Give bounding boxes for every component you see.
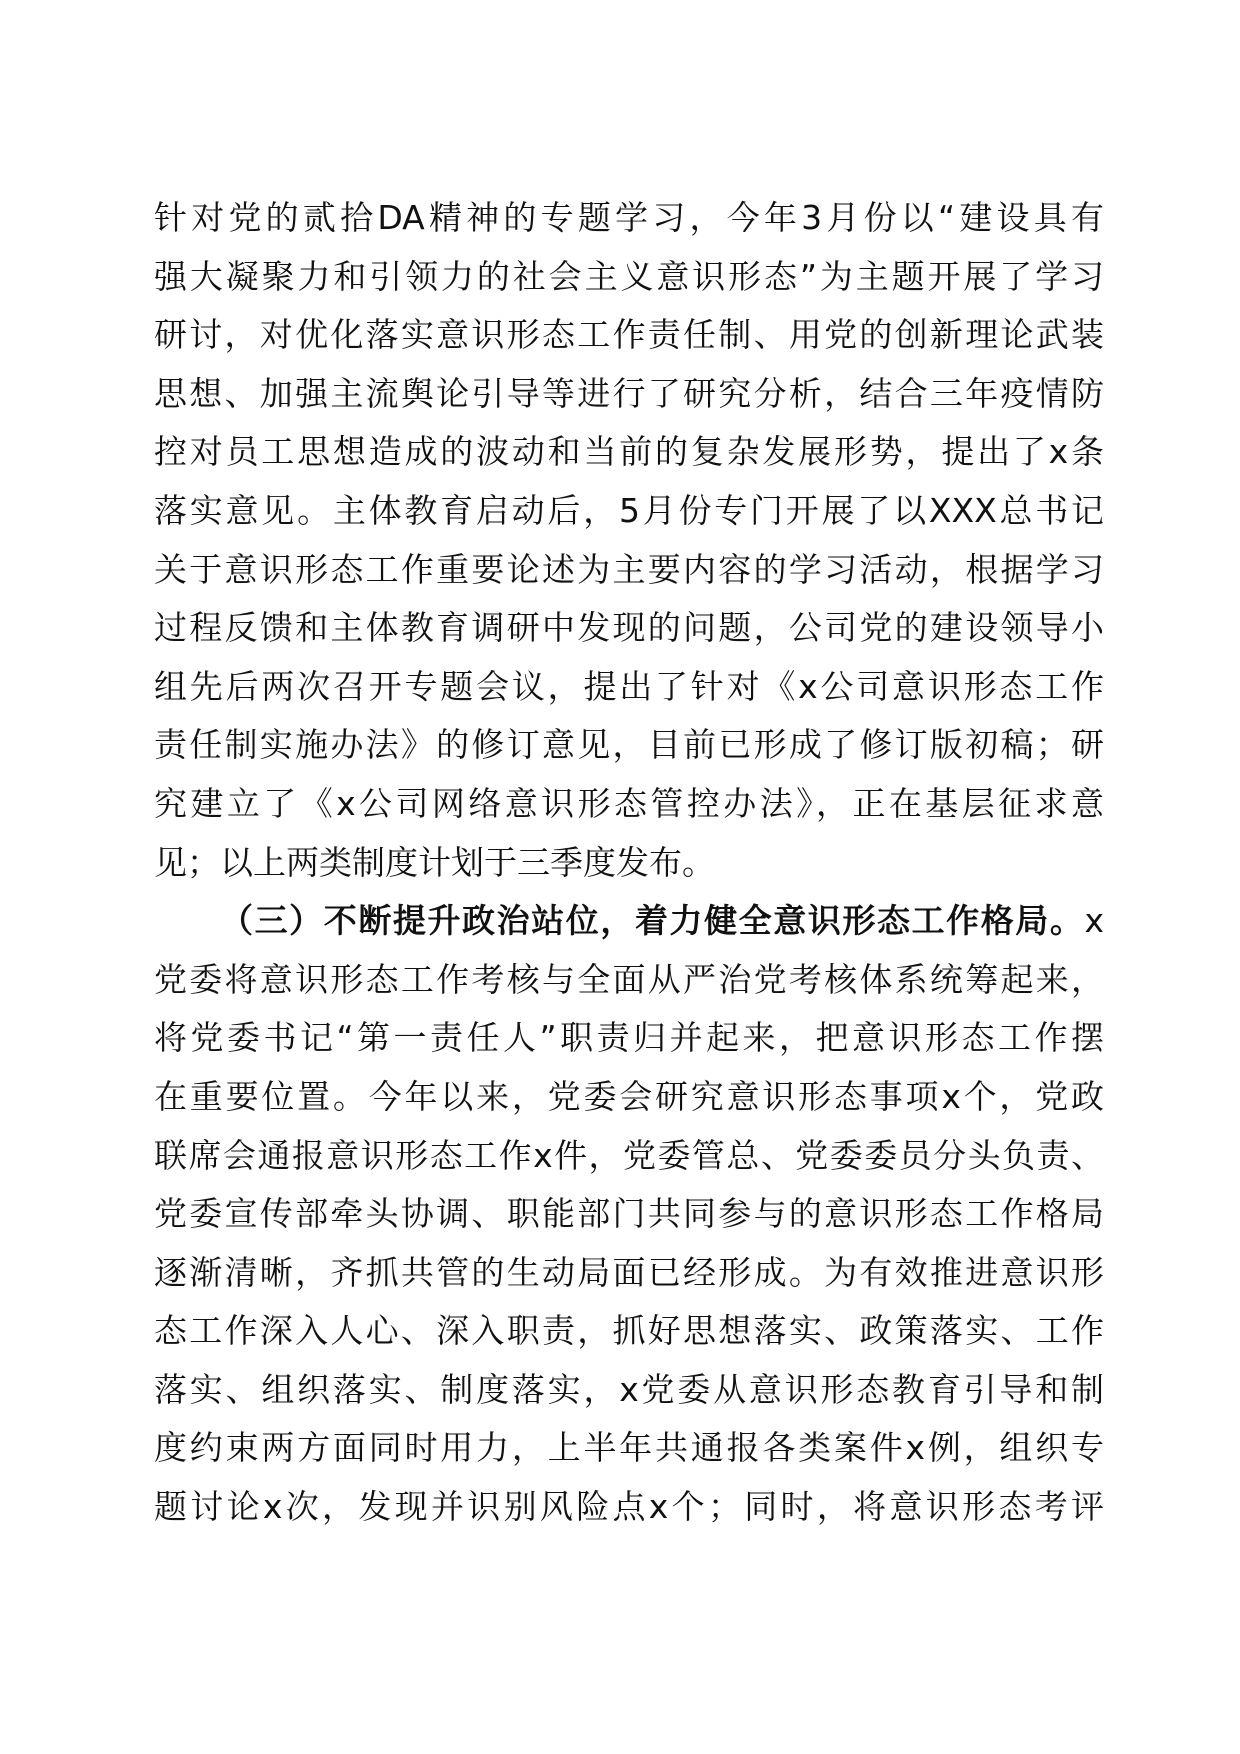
text-line: 关于意识形态工作重要论述为主要内容的学习活动，根据学习	[154, 549, 1104, 589]
text-line: 逐渐清晰，齐抓共管的生动局面已经形成。为有效推进意识形	[154, 1252, 1104, 1292]
text-line: 研讨，对优化落实意识形态工作责任制、用党的创新理论武装	[154, 315, 1104, 355]
text-line: 在重要位置。今年以来，党委会研究意识形态事项x个，党政	[154, 1076, 1104, 1116]
text-line: 强大凝聚力和引领力的社会主义意识形态”为主题开展了学习	[154, 256, 1104, 296]
body-text	[154, 189, 1104, 1537]
text-line: 落实意见。主体教育启动后，5月份专门开展了以XXX总书记	[154, 490, 1104, 530]
text-line: 党委宣传部牵头协调、职能部门共同参与的意识形态工作格局	[154, 1194, 1104, 1234]
section-heading: （三）不断提升政治站位，着力健全意识形态工作格局。	[220, 901, 1085, 941]
text-line: 控对员工思想造成的波动和当前的复杂发展形势，提出了x条	[154, 432, 1104, 472]
text-line: 将党委书记“第一责任人”职责归并起来，把意识形态工作摆	[154, 1018, 1104, 1058]
paragraph-1	[154, 189, 1104, 892]
text-line: 联席会通报意识形态工作x件，党委管总、党委委员分头负责、	[154, 1135, 1104, 1175]
text-line: 针对党的贰拾DA精神的专题学习，今年3月份以“建设具有	[154, 198, 1104, 237]
paragraph-2	[154, 892, 1104, 1537]
text-line: 度约束两方面同时用力，上半年共通报各类案件x例，组织专	[154, 1428, 1104, 1468]
text-line: 态工作深入人心、深入职责，抓好思想落实、政策落实、工作	[154, 1311, 1104, 1351]
text-line: 责任制实施办法》的修订意见，目前已形成了修订版初稿；研	[154, 725, 1104, 765]
text-line: 见；以上两类制度计划于三季度发布。	[154, 842, 715, 882]
text-line: 题讨论x次，发现并识别风险点x个；同时，将意识形态考评	[154, 1487, 1104, 1527]
text-line: 组先后两次召开专题会议，提出了针对《x公司意识形态工作	[154, 666, 1104, 706]
text-fragment: x	[1084, 901, 1104, 941]
text-line: 思想、加强主流舆论引导等进行了研究分析，结合三年疫情防	[154, 373, 1104, 413]
text-line: 落实、组织落实、制度落实，x党委从意识形态教育引导和制	[154, 1369, 1104, 1409]
text-line: 党委将意识形态工作考核与全面从严治党考核体系统筹起来，	[154, 959, 1104, 999]
text-line: 究建立了《x公司网络意识形态管控办法》，正在基层征求意	[154, 783, 1104, 823]
text-line: 过程反馈和主体教育调研中发现的问题，公司党的建设领导小	[154, 608, 1104, 648]
section-heading-line	[154, 892, 1104, 951]
